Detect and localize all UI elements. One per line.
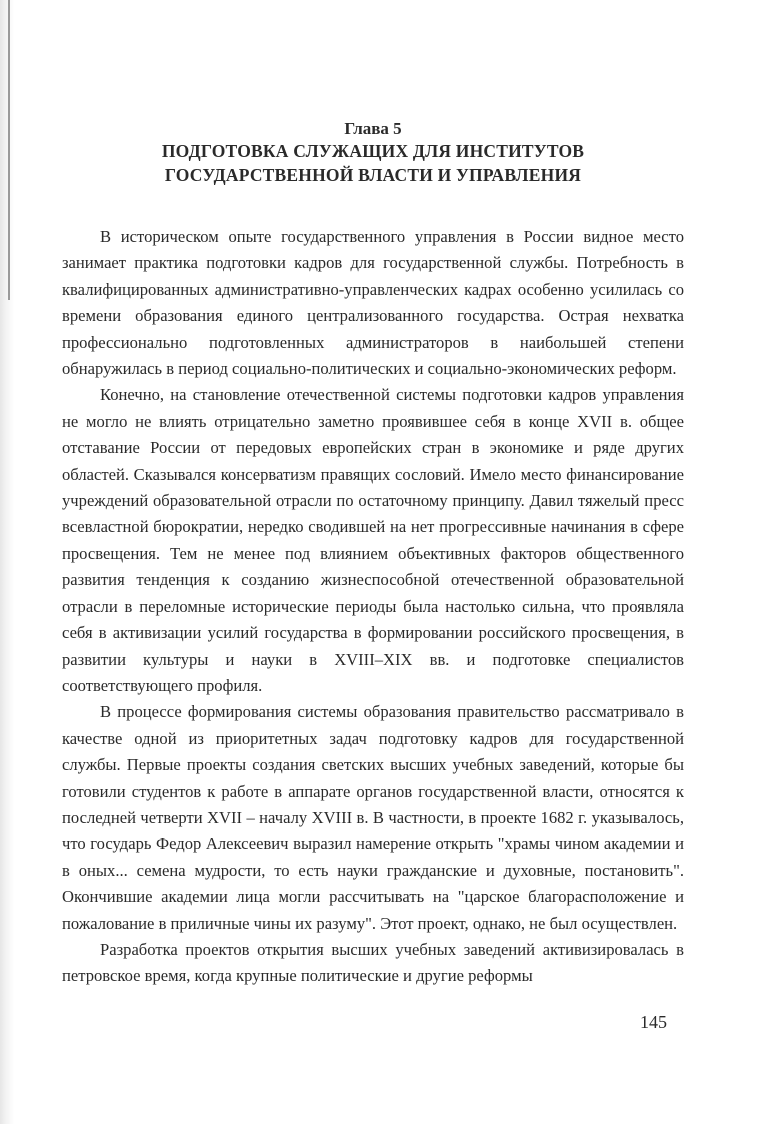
book-spine-shadow <box>0 0 14 1124</box>
paragraph-1: В историческом опыте государственного управления в России видное место занимает практика подготовки кадров для государственной службы. Потребность в квалифицированных административно-управленческих кадрах особенно усилилась со времени образования единого централизованного государства. Острая нехватка профессионально подготовленных администраторов в наибольшей степени обнаружилась в период социально-политических и социально-экономических реформ. <box>62 227 684 379</box>
chapter-title-line-1: ПОДГОТОВКА СЛУЖАЩИХ ДЛЯ ИНСТИТУТОВ <box>161 141 585 161</box>
chapter-body <box>62 224 684 990</box>
chapter-heading <box>62 118 684 187</box>
chapter-label: Глава 5 <box>344 119 402 138</box>
paragraph-3: В процессе формирования системы образования правительство рассматривало в качестве одной из приоритетных задач подготовку кадров для государственной службы. Первые проекты создания светских высших учебных заведений, которые бы готовили студентов к работе в аппарате органов государственной власти, относятся к последней четверти XVII – началу XVIII в. В частности, в проекте 1682 г. указывалось, что государь Федор Алексеевич выразил намерение открыть "храмы чином академии и в оных... семена мудрости, то есть науки гражданские и духовные, постановить". Окончившие академии лица могли рассчитывать на "царское благорасположение и пожалование в приличные чины их разуму". Этот проект, однако, не был осуществлен. <box>62 702 684 933</box>
book-page <box>62 118 684 990</box>
binding-edge-line <box>8 0 10 300</box>
paragraph-4: Разработка проектов открытия высших учебных заведений активизировалась в петровское время, когда крупные политические и другие реформы <box>62 939 684 986</box>
page-number: 145 <box>640 1012 667 1032</box>
chapter-title-line-2: ГОСУДАРСТВЕННОЙ ВЛАСТИ И УПРАВЛЕНИЯ <box>164 165 582 185</box>
paragraph-2: Конечно, на становление отечественной системы подготовки кадров управления не могло не влиять отрицательно заметно проявившее себя в конце XVII в. общее отставание России от передовых европейских стран в экономике и ряде других областей. Сказывался консерватизм правящих сословий. Имело место финансирование учреждений образовательной отрасли по остаточному принципу. Давил тяжелый пресс всевластной бюрократии, нередко сводившей на нет прогрессивные начинания в сфере просвещения. Тем не менее под влиянием объективных факторов общественного развития тенденция к созданию жизнеспособной отечественной образовательной отрасли в переломные исторические периоды была настолько сильна, что проявляла себя в активизации усилий государства в формировании российского просвещения, в развитии культуры и науки в XVIII–XIX вв. и подготовке специалистов соответствующего профиля. <box>62 385 684 695</box>
